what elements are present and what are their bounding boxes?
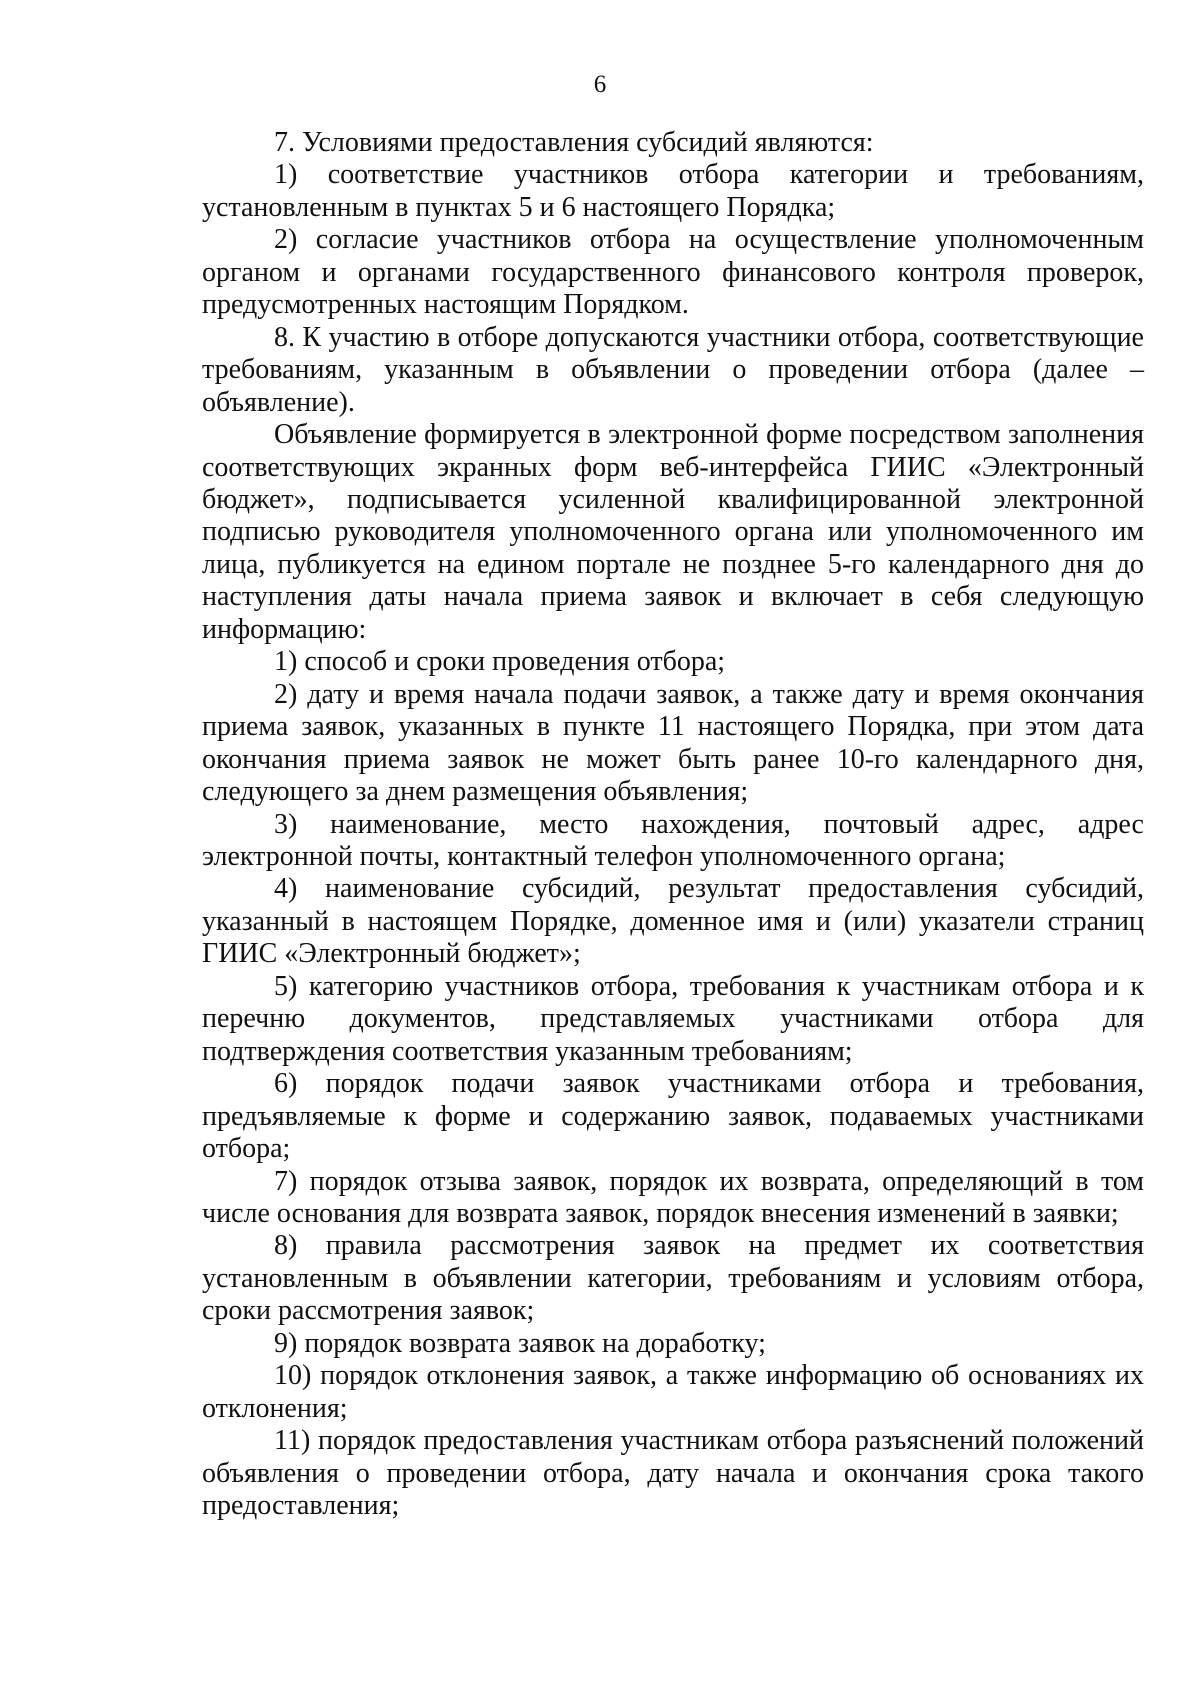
paragraph-8-admission: 8. К участию в отборе допускаются участники отбора, соответствующие требованиям, указанным в объявлении о проведении отбора (далее – объявление). [202,321,1144,418]
announcement-item-5: 5) категорию участников отбора, требования к участникам отбора и к перечню документов, представляемых участниками отбора для подтверждения соответствия указанным требованиям; [202,970,1144,1067]
announcement-item-3: 3) наименование, место нахождения, почтовый адрес, адрес электронной почты, контактный телефон уполномоченного органа; [202,808,1144,872]
announcement-item-6: 6) порядок подачи заявок участниками отбора и требования, предъявляемые к форме и содержанию заявок, подаваемых участниками отбора; [202,1068,1144,1165]
page-number: 6 [593,71,607,98]
document-body [202,127,1144,1522]
announcement-item-4: 4) наименование субсидий, результат предоставления субсидий, указанный в настоящем Порядке, доменное имя и (или) указатели страниц ГИИС «Электронный бюджет»; [202,873,1144,970]
paragraph-7-item-2: 2) согласие участников отбора на осуществление уполномоченным органом и органами государственного финансового контроля проверок, предусмотренных настоящим Порядком. [202,224,1144,321]
announcement-item-8: 8) правила рассмотрения заявок на предмет их соответствия установленным в объявлении категории, требованиям и условиям отбора, сроки рассмотрения заявок; [202,1230,1144,1327]
announcement-item-10: 10) порядок отклонения заявок, а также информацию об основаниях их отклонения; [202,1360,1144,1424]
announcement-item-11: 11) порядок предоставления участникам отбора разъяснений положений объявления о проведении отбора, дату начала и окончания срока такого предоставления; [202,1425,1144,1522]
announcement-item-9: 9) порядок возврата заявок на доработку; [274,1327,766,1359]
announcement-item-2: 2) дату и время начала подачи заявок, а также дату и время окончания приема заявок, указанных в пункте 11 настоящего Порядка, при этом дата окончания приема заявок не может быть ранее 10-го календарного дня, следующего за днем размещения объявления; [202,678,1144,808]
announcement-item-1: 1) способ и сроки проведения отбора; [274,646,726,678]
paragraph-announcement: Объявление формируется в электронной форме посредством заполнения соответствующих экранных форм веб-интерфейса ГИИС «Электронный бюджет», подписывается усиленной квалифицированной электронной подписью руководителя уполномоченного органа или уполномоченного им лица, публикуется на едином портале не позднее 5-го календарного дня до наступления даты начала приема заявок и включает в себя следующую информацию: [202,419,1144,645]
paragraph-7-item-1: 1) соответствие участников отбора категории и требованиям, установленным в пунктах 5 и 6 настоящего Порядка; [202,159,1144,223]
announcement-item-7: 7) порядок отзыва заявок, порядок их возврата, определяющий в том числе основания для возврата заявок, порядок внесения изменений в заявки; [202,1165,1144,1229]
paragraph-7-conditions: 7. Условиями предоставления субсидий являются: [274,127,874,158]
